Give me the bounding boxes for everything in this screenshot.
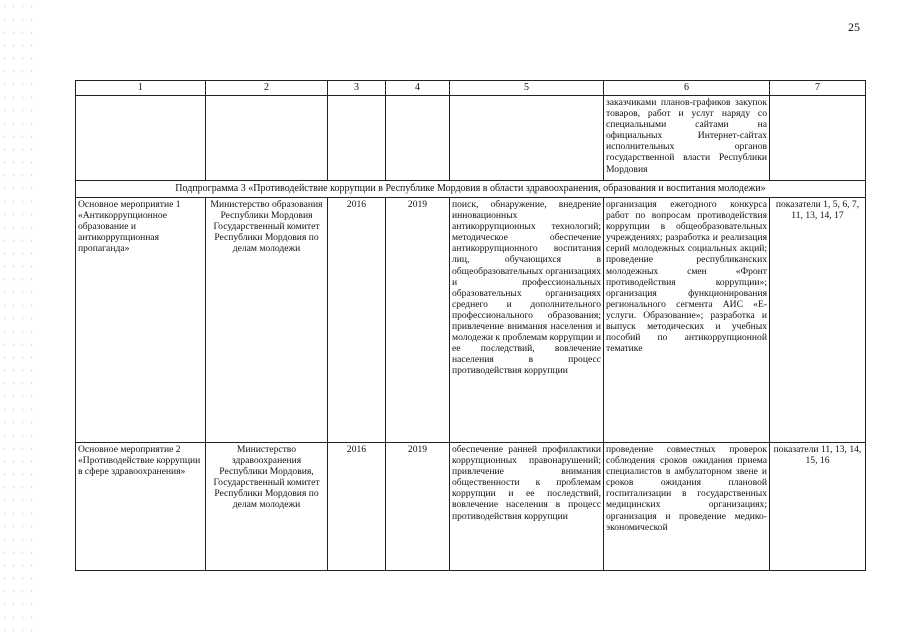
cell bbox=[76, 96, 206, 181]
start-year: 2016 bbox=[328, 198, 386, 443]
directions: поиск, обнаружение, внедрение инновационных антикоррупционных технологий; методическое обеспечение антикоррупционного воспитания лиц, обучающихся в общеобразовательных организациях и профессиональных образовательных организациях среднего и дополнительного профессионального образования; привлечение внимания населения и молодежи к проблемам коррупции и ее последствий, вовлечение населения в процесс противодействия коррупции bbox=[450, 198, 604, 443]
header-col-3: 3 bbox=[328, 81, 386, 96]
cell bbox=[450, 96, 604, 181]
end-year: 2019 bbox=[386, 443, 450, 571]
cell bbox=[206, 96, 328, 181]
continuation-row bbox=[76, 96, 866, 181]
measure-name: Основное мероприятие 2 «Противодействие коррупции в сфере здравоохранения» bbox=[76, 443, 206, 571]
cell bbox=[328, 96, 386, 181]
header-col-4: 4 bbox=[386, 81, 450, 96]
indicators: показатели 1, 5, 6, 7, 11, 13, 14, 17 bbox=[770, 198, 866, 443]
header-col-5: 5 bbox=[450, 81, 604, 96]
header-row bbox=[76, 81, 866, 96]
measure-name: Основное мероприятие 1 «Антикоррупционное образование и антикоррупционная пропаганда» bbox=[76, 198, 206, 443]
directions: обеспечение ранней профилактики коррупционных правонарушений; привлечение внимания общественности к проблемам коррупции и ее последствий, вовлечение населения в процесс противодействия коррупции bbox=[450, 443, 604, 571]
indicators: показатели 11, 13, 14, 15, 16 bbox=[770, 443, 866, 571]
header-col-6: 6 bbox=[604, 81, 770, 96]
scan-margin-noise bbox=[0, 0, 40, 640]
subprogram-title: Подпрограмма 3 «Противодействие коррупции в Республике Мордовия в области здравоохранения, образования и воспитания молодежи» bbox=[76, 181, 866, 198]
table-row bbox=[76, 443, 866, 571]
cell bbox=[386, 96, 450, 181]
activities: организация ежегодного конкурса работ по вопросам противодействия коррупции в общеобразовательных учреждениях; разработка и реализация серий молодежных социальных акций; проведение республиканских молодежных смен «Фронт противодействия коррупции»; организация функционирования регионального сегмента АИС «Е-услуги. Образование»; разработка и выпуск методических и учебных пособий по антикоррупционной тематике bbox=[604, 198, 770, 443]
header-col-7: 7 bbox=[770, 81, 866, 96]
header-col-2: 2 bbox=[206, 81, 328, 96]
page-number: 25 bbox=[848, 20, 860, 34]
subprogram-row bbox=[76, 181, 866, 198]
cell bbox=[770, 96, 866, 181]
measures-table bbox=[75, 80, 866, 571]
continuation-col6: заказчиками планов-графиков закупок товаров, работ и услуг наряду со специальными сайтами на официальных Интернет-сайтах исполнительных органов государственной власти Республики Мордовия bbox=[604, 96, 770, 181]
end-year: 2019 bbox=[386, 198, 450, 443]
executor: Министерство здравоохранения Республики Мордовия, Государственный комитет Республики Мордовия по делам молодежи bbox=[206, 443, 328, 571]
header-col-1: 1 bbox=[76, 81, 206, 96]
table-row bbox=[76, 198, 866, 443]
start-year: 2016 bbox=[328, 443, 386, 571]
activities: проведение совместных проверок соблюдения сроков ожидания приема специалистов в амбулаторном звене и сроков ожидания плановой госпитализации в государственных медицинских организациях; организация и проведение медико-экономической bbox=[604, 443, 770, 571]
executor: Министерство образования Республики Мордовия Государственный комитет Республики Мордовия по делам молодежи bbox=[206, 198, 328, 443]
